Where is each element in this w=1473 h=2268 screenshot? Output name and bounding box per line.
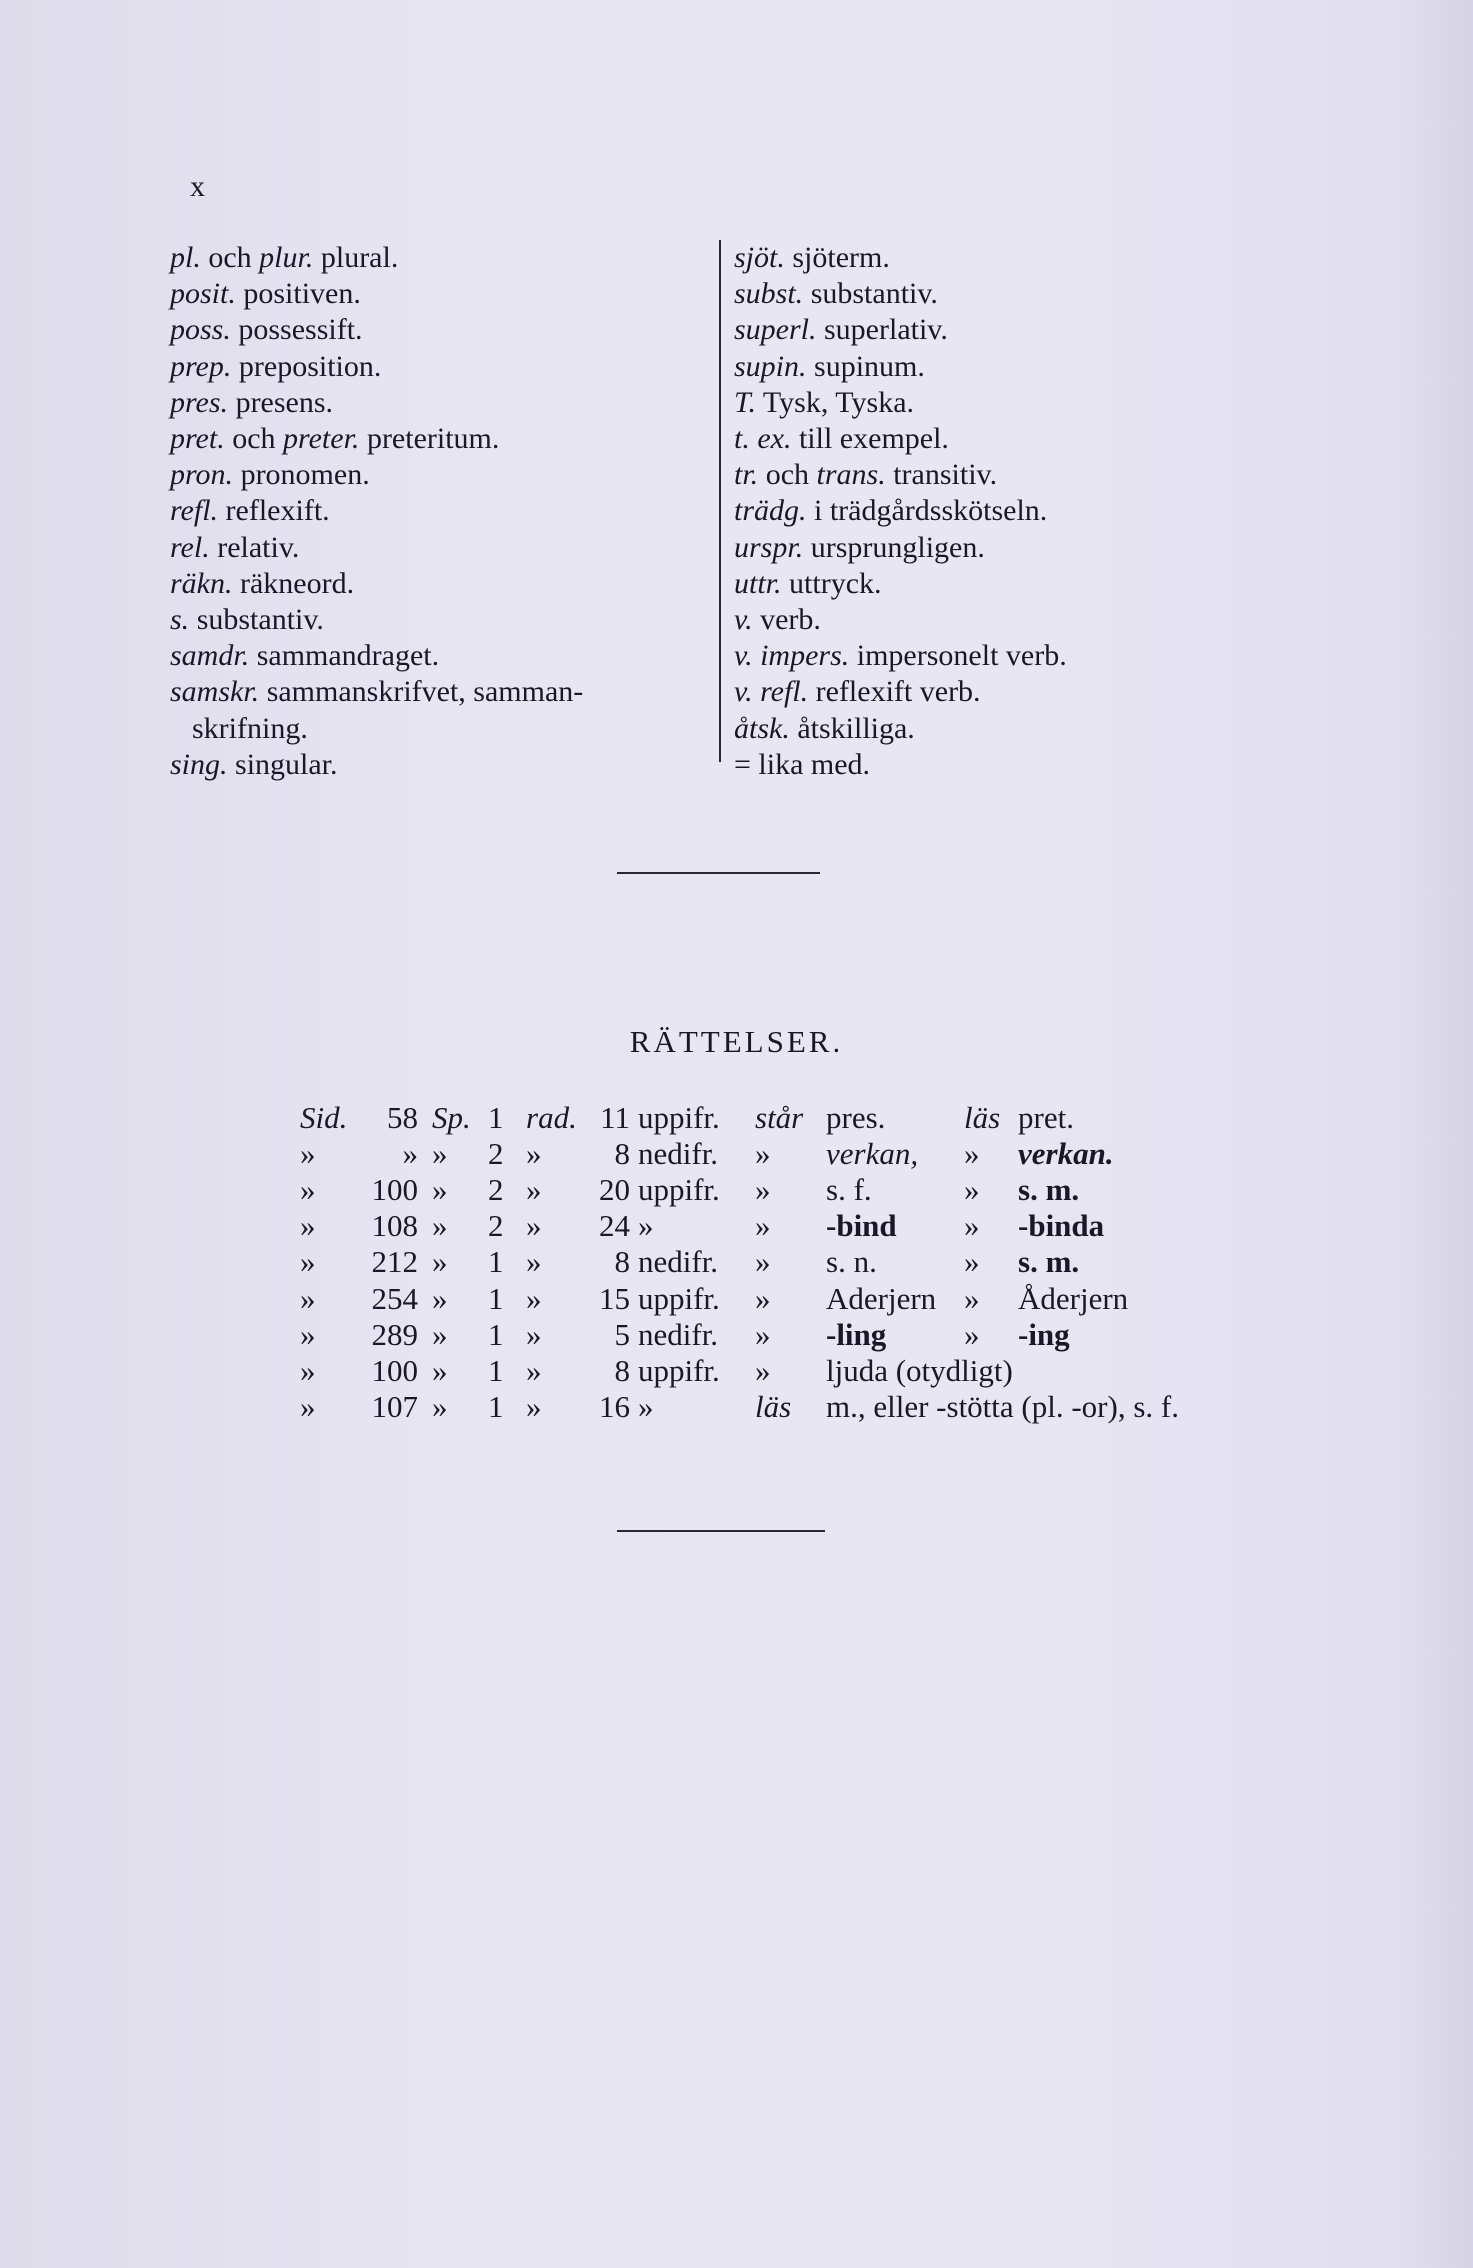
abbreviation-definition: plural. [313,241,399,274]
errata-direction: » [638,1208,654,1244]
abbreviation-definition: ursprungligen. [803,530,985,564]
errata-star: läs [755,1388,792,1424]
abbreviation-entry [170,457,700,493]
abbreviation-entry [170,566,700,602]
abbreviation-entry [170,747,700,783]
abbreviation-entry [734,747,1294,783]
errata-sp: » [432,1388,448,1424]
abbreviation-entry [170,276,700,312]
errata-line: 20 [599,1172,630,1208]
abbreviation-definition: och [200,241,260,274]
errata-page: 108 [371,1208,418,1244]
abbreviation-entry [170,711,700,747]
errata-direction: uppifr. [638,1352,720,1388]
errata-direction: nedifr. [638,1136,719,1172]
errata-column: 2 [488,1172,504,1208]
errata-sp: Sp. [432,1100,471,1135]
errata-rad: » [526,1244,542,1280]
abbreviation-term: trädg. [734,494,807,528]
errata-line: 8 [614,1244,630,1280]
abbreviation-definition: preteritum. [359,422,500,456]
abbreviation-definition: sammandraget. [249,639,440,673]
abbreviation-entry [734,674,1294,710]
errata-sid: » [300,1208,316,1244]
errata-row [0,1136,1473,1172]
errata-right: Åderjern [1018,1280,1129,1316]
errata-direction: nedifr. [638,1316,719,1352]
errata-page: 100 [371,1352,418,1388]
abbreviation-entry [734,421,1294,457]
errata-star: » [755,1316,771,1352]
errata-column: 1 [488,1280,504,1316]
abbreviation-term: v. [734,603,753,637]
abbreviation-term: preter. [283,422,360,456]
errata-right: pret. [1018,1100,1074,1135]
errata-column: 1 [488,1316,504,1352]
abbreviation-term: superl. [734,313,817,347]
errata-las: läs [964,1100,1001,1135]
abbreviation-definition: impersonelt verb. [849,639,1067,673]
abbreviation-term: t. ex. [734,422,792,456]
abbreviation-term: rel. [170,530,210,564]
abbreviation-definition: sammanskrifvet, samman- [259,675,584,709]
errata-sp: » [432,1280,448,1316]
errata-row [0,1100,1473,1136]
errata-row [0,1208,1473,1244]
abbreviation-term: poss. [170,313,231,347]
errata-sid: » [300,1136,316,1172]
section-rule-bottom [617,1530,825,1532]
errata-page: 254 [371,1280,418,1316]
abbreviation-entry [734,276,1294,312]
abbreviation-term: subst. [734,277,804,311]
abbreviation-term: sing. [170,747,228,781]
abbreviation-definition: och [224,422,284,456]
abbreviation-list-right [734,240,1294,783]
abbreviation-entry [734,240,1294,276]
errata-wrong: s. n. [826,1244,877,1280]
errata-star: » [755,1208,771,1244]
errata-rad: » [526,1352,542,1388]
errata-line: 24 [599,1208,630,1244]
errata-star: står [755,1100,804,1135]
abbreviation-definition: reflexift. [218,494,330,528]
abbreviation-term: sjöt. [734,241,785,274]
abbreviation-term: tr. [734,458,759,492]
errata-star: » [755,1136,771,1172]
abbreviation-definition: substantiv. [189,603,324,637]
errata-rad: » [526,1280,542,1316]
errata-row [0,1353,1473,1389]
abbreviation-definition: till exempel. [791,422,949,456]
errata-rad: » [526,1388,542,1424]
errata-wrong: verkan, [826,1136,919,1172]
errata-sid: Sid. [300,1100,348,1135]
errata-sid: » [300,1280,316,1316]
errata-direction: nedifr. [638,1244,719,1280]
errata-page: 289 [371,1316,418,1352]
abbreviation-entry [734,638,1294,674]
errata-rad: » [526,1136,542,1172]
abbreviation-entry [170,240,700,276]
errata-sp: » [432,1208,448,1244]
errata-direction: uppifr. [638,1172,720,1208]
abbreviation-definition: räkneord. [232,566,355,600]
errata-direction: » [638,1388,654,1424]
errata-wrong: Aderjern [826,1280,937,1316]
errata-las: » [964,1172,980,1208]
errata-las: » [964,1136,980,1172]
errata-sid: » [300,1244,316,1280]
errata-direction: uppifr. [638,1100,720,1135]
errata-sp: » [432,1172,448,1208]
abbreviation-entry [170,385,700,421]
abbreviation-definition: reflexift verb. [808,675,981,709]
abbreviation-definition: preposition. [231,349,382,383]
abbreviation-definition: substantiv. [803,277,938,311]
errata-sp: » [432,1244,448,1280]
errata-sp: » [432,1136,448,1172]
errata-row [0,1281,1473,1317]
errata-page: 100 [371,1172,418,1208]
errata-page: 212 [371,1244,418,1280]
errata-las: » [964,1316,980,1352]
abbreviation-entry [734,566,1294,602]
abbreviation-entry [170,638,700,674]
abbreviation-term: pron. [170,458,234,492]
abbreviation-entry [170,421,700,457]
errata-column: 1 [488,1244,504,1280]
errata-wrong: pres. [826,1100,886,1135]
errata-sp: » [432,1352,448,1388]
abbreviation-definition: singular. [227,747,338,781]
errata-direction: uppifr. [638,1280,720,1316]
errata-title: RÄTTELSER. [629,1024,844,1059]
errata-las: » [964,1244,980,1280]
abbreviation-definition: sjöterm. [784,241,890,274]
errata-row [0,1244,1473,1280]
abbreviation-entry [734,312,1294,348]
abbreviation-term: supin. [734,349,807,383]
errata-right: -ing [1018,1316,1070,1352]
errata-column: 1 [488,1100,504,1135]
abbreviation-definition: superlativ. [816,313,948,347]
abbreviation-definition: och [758,458,817,492]
abbreviation-definition: skrifning. [192,711,308,745]
abbreviation-entry [170,530,700,566]
abbreviation-term: prep. [170,349,232,383]
errata-sid: » [300,1316,316,1352]
abbreviation-term: v. refl. [734,675,809,709]
abbreviation-term: räkn. [170,566,233,600]
abbreviation-definition: i trädgårdsskötseln. [806,494,1048,528]
errata-page: 58 [387,1100,418,1135]
errata-right: verkan. [1018,1136,1114,1172]
errata-sp: » [432,1316,448,1352]
errata-wrong: ljuda (otydligt) [826,1352,1013,1388]
column-divider [719,240,721,762]
abbreviation-entry [734,530,1294,566]
abbreviation-entry [170,493,700,529]
abbreviation-entry [170,674,700,710]
errata-page: 107 [371,1388,418,1424]
errata-rad: » [526,1208,542,1244]
abbreviation-definition: possessift. [230,313,363,347]
abbreviation-term: samskr. [170,675,260,709]
errata-right: s. m. [1018,1172,1080,1208]
errata-star: » [755,1172,771,1208]
abbreviation-definition: pronomen. [233,458,370,492]
errata-sid: » [300,1352,316,1388]
abbreviation-entry [170,349,700,385]
abbreviation-term: v. impers. [734,639,850,673]
abbreviation-definition: transitiv. [885,458,998,492]
errata-right: -binda [1018,1208,1105,1244]
abbreviation-entry [734,493,1294,529]
errata-rad: » [526,1172,542,1208]
abbreviation-term: pres. [170,385,229,419]
abbreviation-entry [734,602,1294,638]
section-rule-top [617,872,820,874]
errata-wrong: -bind [826,1208,897,1244]
abbreviation-definition: verb. [752,603,821,637]
errata-rad: rad. [526,1100,577,1135]
abbreviation-term: samdr. [170,639,250,673]
abbreviation-term: uttr. [734,566,782,600]
abbreviation-term: urspr. [734,530,804,564]
errata-sid: » [300,1172,316,1208]
errata-line: 8 [614,1136,630,1172]
abbreviation-term: refl. [170,494,219,528]
errata-column: 2 [488,1136,504,1172]
abbreviation-entry [734,457,1294,493]
errata-row [0,1317,1473,1353]
errata-page: » [402,1136,418,1172]
errata-wrong: -ling [826,1316,887,1352]
errata-row [0,1172,1473,1208]
errata-right: s. m. [1018,1244,1080,1280]
abbreviation-entry [734,349,1294,385]
abbreviation-entry [734,385,1294,421]
abbreviation-definition: positiven. [235,277,361,311]
errata-sid: » [300,1388,316,1424]
errata-las: » [964,1280,980,1316]
abbreviation-definition: Tysk, Tyska. [755,385,915,419]
abbreviation-entry [734,711,1294,747]
errata-column: 1 [488,1388,504,1424]
errata-wrong: s. f. [826,1172,872,1208]
abbreviation-term: plur. [259,241,314,274]
errata-star: » [755,1280,771,1316]
abbreviation-definition: supinum. [806,349,925,383]
errata-star: » [755,1352,771,1388]
abbreviation-list-left [170,240,700,783]
errata-las: » [964,1208,980,1244]
abbreviation-term: T. [734,385,756,419]
abbreviation-entry [170,312,700,348]
abbreviation-definition: åtskilliga. [789,711,915,745]
abbreviation-term: posit. [170,277,236,311]
abbreviation-term: pret. [170,422,225,456]
errata-line: 15 [599,1280,630,1316]
errata-line: 16 [599,1388,630,1424]
errata-row [0,1389,1473,1425]
errata-column: 1 [488,1352,504,1388]
abbreviation-definition: uttryck. [781,566,882,600]
abbreviation-term: s. [170,603,190,637]
abbreviation-definition: presens. [228,385,334,419]
errata-line: 5 [614,1316,630,1352]
errata-star: » [755,1244,771,1280]
page-number: x [190,170,206,203]
abbreviation-definition: relativ. [209,530,300,564]
errata-rad: » [526,1316,542,1352]
abbreviation-term: pl. [170,241,201,274]
errata-column: 2 [488,1208,504,1244]
errata-line: 8 [614,1352,630,1388]
errata-wrong: m., eller -stötta (pl. -or), s. f. [826,1388,1179,1424]
abbreviation-definition: = lika med. [734,747,871,781]
abbreviation-term: åtsk. [734,711,790,745]
abbreviation-term: trans. [816,458,886,492]
errata-line: 11 [600,1100,630,1135]
abbreviation-entry [170,602,700,638]
